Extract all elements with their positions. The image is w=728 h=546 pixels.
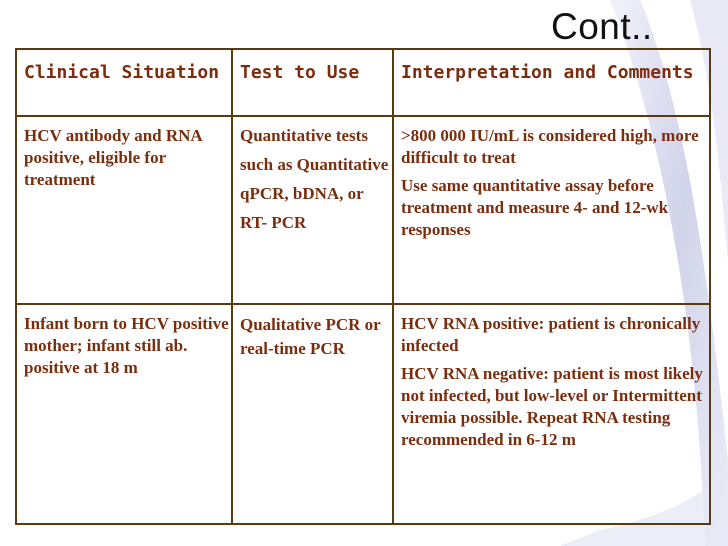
interpretation-text: HCV RNA negative: patient is most likely not infected, but low-level or Intermittent viremia possible. Repeat RNA testing recommended in 6-12 m xyxy=(401,364,703,449)
cell-situation: Infant born to HCV positive mother; infant still ab. positive at 18 m xyxy=(16,304,232,524)
hcv-testing-table xyxy=(15,48,711,525)
table-row xyxy=(16,116,710,304)
table-header-row xyxy=(16,49,710,116)
table-row xyxy=(16,304,710,524)
cell-interpretation xyxy=(393,304,710,524)
header-interpretation: Interpretation and Comments xyxy=(393,49,710,116)
slide-title: Cont.. xyxy=(551,6,653,47)
header-test-to-use: Test to Use xyxy=(232,49,393,116)
cell-situation: HCV antibody and RNA positive, eligible for treatment xyxy=(16,116,232,304)
cell-interpretation xyxy=(393,116,710,304)
interpretation-text: >800 000 IU/mL is considered high, more difficult to treat xyxy=(401,126,699,167)
cell-test: Quantitative tests such as Quantitative qPCR, bDNA, or RT- PCR xyxy=(232,116,393,304)
interpretation-text: HCV RNA positive: patient is chronically infected xyxy=(401,314,701,355)
header-clinical-situation: Clinical Situation xyxy=(16,49,232,116)
cell-test: Qualitative PCR or real-time PCR xyxy=(232,304,393,524)
interpretation-text: Use same quantitative assay before treatment and measure 4- and 12-wk responses xyxy=(401,176,669,239)
